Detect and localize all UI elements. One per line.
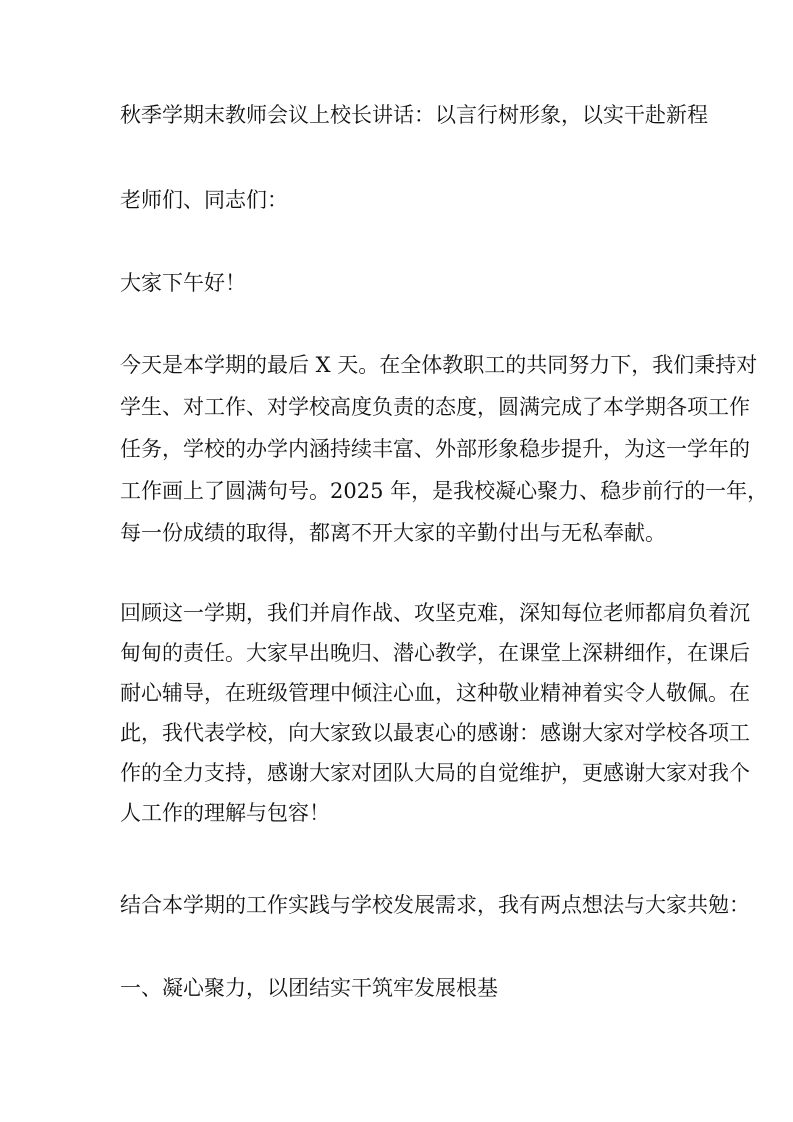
- paragraph-line: 今天是本学期的最后 X 天。在全体教职工的共同努力下，我们秉持对: [120, 353, 758, 377]
- heading-text: 一、凝心聚力，以团结实干筑牢发展根基: [120, 976, 498, 1000]
- paragraph-line: 结合本学期的工作实践与学校发展需求，我有两点想法与大家共勉：: [120, 893, 750, 917]
- paragraph-line: 每一份成绩的取得，都离不开大家的辛勤付出与无私奉献。: [120, 521, 666, 545]
- paragraph-line: 作的全力支持，感谢大家对团队大局的自觉维护，更感谢大家对我个: [120, 761, 750, 785]
- paragraph-line: 任务，学校的办学内涵持续丰富、外部形象稳步提升，为这一学年的: [120, 437, 750, 461]
- paragraph-line: 学生、对工作、对学校高度负责的态度，圆满完成了本学期各项工作: [120, 395, 750, 419]
- paragraph-line: 此，我代表学校，向大家致以最衷心的感谢：感谢大家对学校各项工: [120, 721, 750, 745]
- greeting-text: 大家下午好！: [120, 271, 246, 295]
- paragraph-line: 甸甸的责任。大家早出晚归、潜心教学，在课堂上深耕细作，在课后: [120, 641, 750, 665]
- salutation-text: 老师们、同志们：: [120, 188, 288, 212]
- paragraph-line: 回顾这一学期，我们并肩作战、攻坚克难，深知每位老师都肩负着沉: [120, 601, 750, 625]
- title-text: 秋季学期末教师会议上校长讲话：以言行树形象，以实干赴新程: [120, 103, 708, 127]
- paragraph-line: 人工作的理解与包容！: [120, 801, 330, 825]
- paragraph-line: 工作画上了圆满句号。2025 年，是我校凝心聚力、稳步前行的一年，: [120, 479, 769, 503]
- paragraph-line: 耐心辅导，在班级管理中倾注心血，这种敬业精神着实令人敬佩。在: [120, 681, 750, 705]
